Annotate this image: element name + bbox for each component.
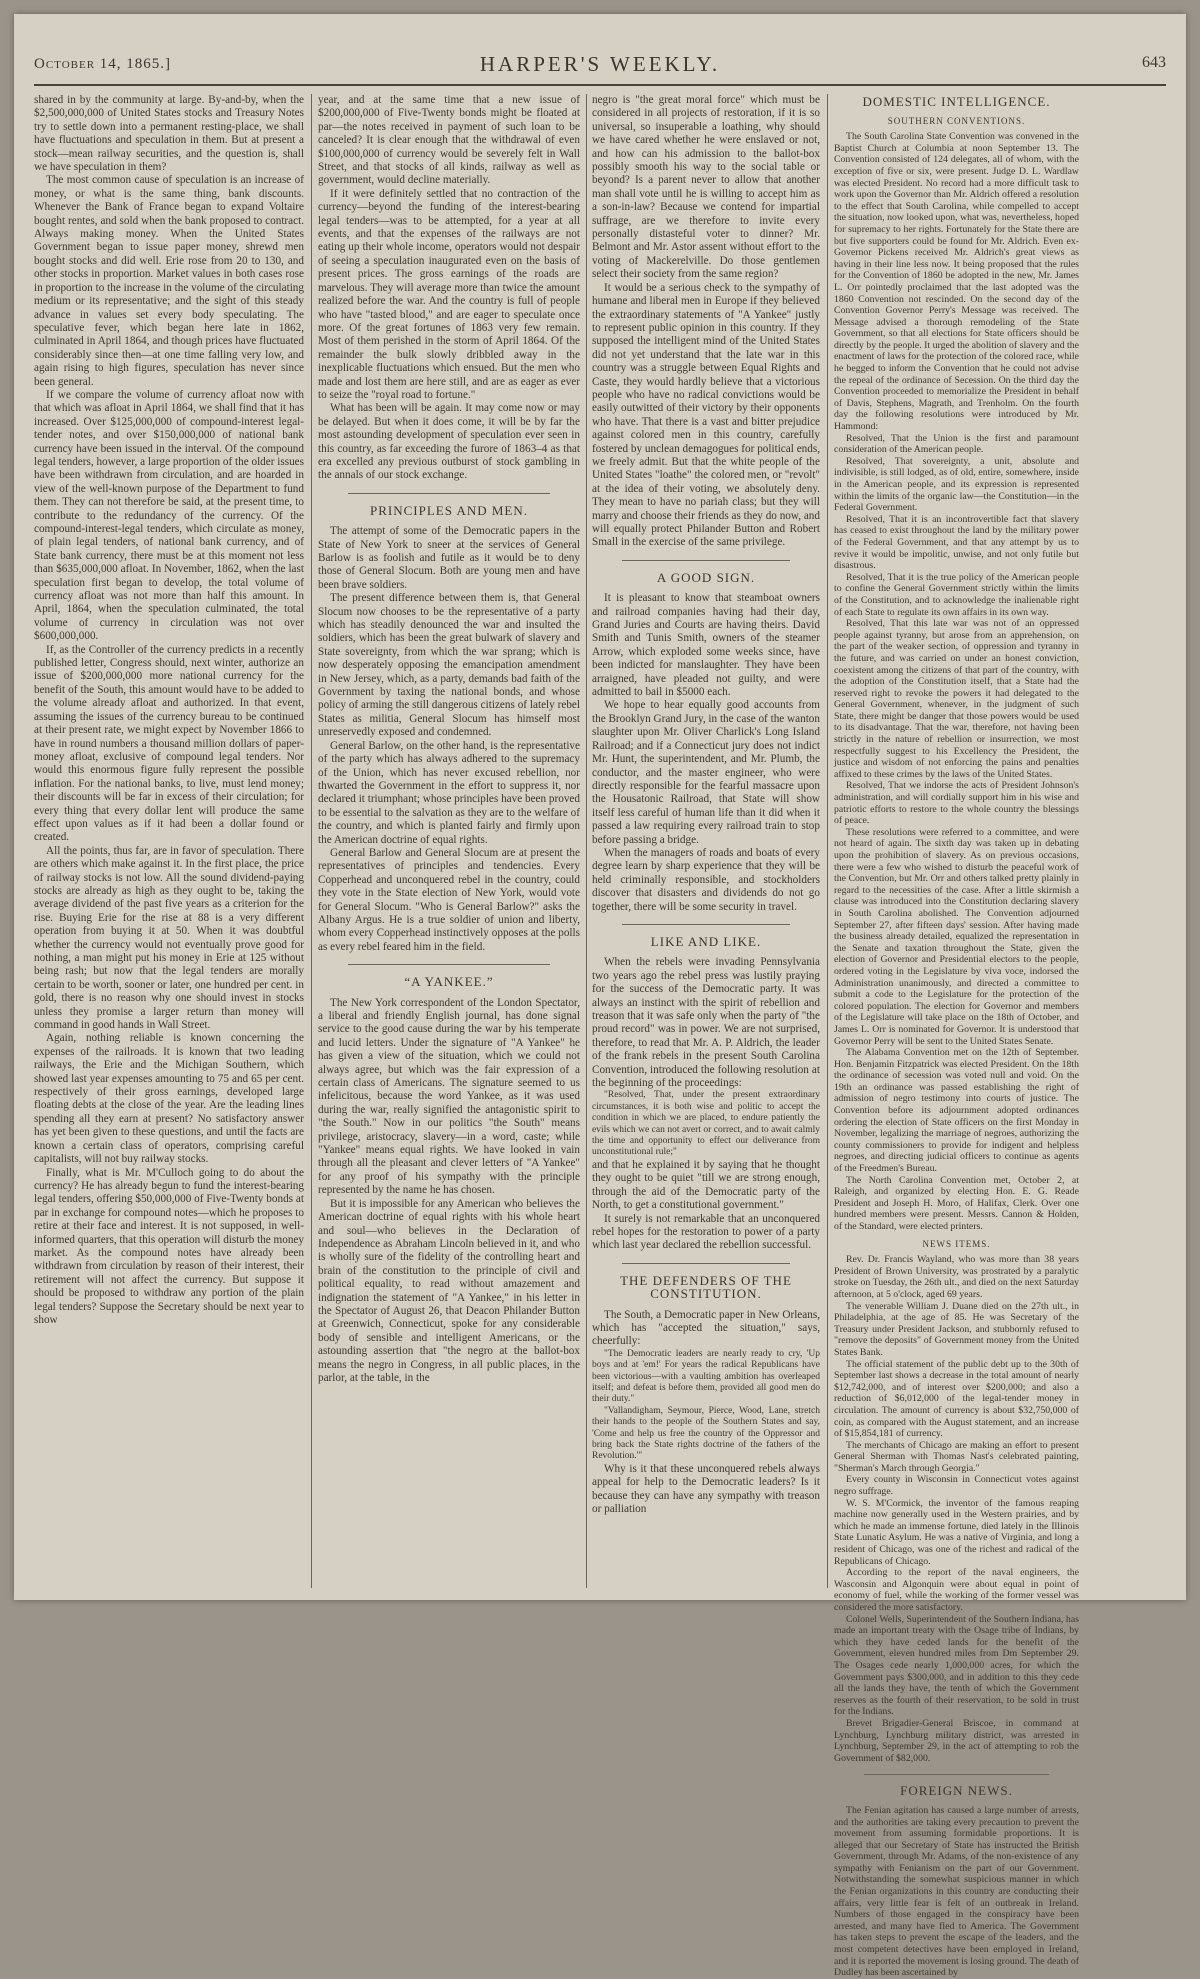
paragraph: If we compare the volume of currency afloat now with that which was afloat in April 1864, we shall find that it has increased. Over $125,000,000 of compound-interest legal-tender notes, and over $150,000,000 of national bank currency have been issued in the interval. Of the compound legal tenders, however, a large proportion of the older issues have been withdrawn from circulation, and are hoarded in view of the well-known purpose of the Department to fund them. They can not therefore be said, at the present time, to contribute to the redundancy of the currency. Of the compound-interest-legal tenders, which circulate as money, of plain legal tenders, of national bank currency, and of State bank currency, there must be at this moment not less than $635,000,000 afloat. In November, 1862, when the last speculation first began to develop, the total volume of currency afloat was not more than half this amount. In April, 1864, when the speculation culminated, the total volume of currency in circulation was not over $600,000,000. [34, 388, 304, 643]
column-rule [827, 94, 828, 1588]
paragraph: Finally, what is Mr. M'Culloch going to do about the currency? He has already begun to fund the interest-bearing legal tenders, offering $50,000,000 of Five-Twenty bonds at par in exchange for compound notes—which he proposes to retire at their face and interest. It is not supposed, in well-informed quarters, that this operation will disturb the money market. As the compound notes have already been withdrawn from circulation by reason of their interest, their retirement will not affect the currency. But suppose it should be proposed to withdraw any portion of the plain legal tenders? Suppose the Secretary should be next year to show [34, 1166, 304, 1326]
paragraph: The New York correspondent of the London Spectator, a liberal and friendly English journal, has done signal service to the good cause during the war by his temperate and lucid letters. Under the signature of "A Yankee" he has given a view of the situation, which we could not always agree, but which was the fair expression of a certain class of Americans. The signature seemed to us infelicitous, because the word Yankee, as it was used during the war, really signified the antagonistic spirit to "the South." Now in our politics "the South" means privilege, aristocracy, slavery—in a word, caste; while "Yankee" means equal rights. We have looked in vain through all the pleasant and clever letters of "A Yankee" for any proof of his sympathy with the principle represented by the name he has chosen. [318, 996, 580, 1197]
paragraph: If it were definitely settled that no contraction of the currency—beyond the funding of the interest-bearing legal tenders—was to be attempted, for a year at all events, and that the expenses of the railways are not eating up their whole income, operators would not despair of seeing a speculation inaugurated even on the basis of present prices. The gross earnings of the roads are marvelous. They will average more than twice the amount realized before the war. And the country is full of people who have "tasted blood," and are eager to speculate once more. Of the great fortunes of 1863 very few remain. Most of them perished in the storm of April 1864. Of the remainder the bulk slowly dribbled away in the inexplicable fluctuations which ensued. But the men who made and lost them are here still, and are as eager as ever to seize the "royal road to fortune." [318, 187, 580, 401]
paragraph: General Barlow, on the other hand, is the representative of the party which has always adhered to the supremacy of the Union, which has never excused rebellion, nor thwarted the Government in the effort to suppress it, nor declared it triumphant; whose principles have been proved to be essential to the salvation as they are to the welfare of the country, and which is planted fairly and firmly upon the American doctrine of equal rights. [318, 739, 580, 846]
section-heading-domestic-intelligence: DOMESTIC INTELLIGENCE. [862, 94, 1051, 109]
resolution: Resolved, That the Union is the first and paramount consideration of the American people. [834, 432, 1079, 456]
page-number: 643 [1142, 54, 1166, 71]
column-3 [592, 94, 820, 1588]
news-item: The venerable William J. Duane died on the 27th ult., in Philadelphia, at the age of 85. He was Secretary of the Treasury under President Jackson, and stubbornly refused to "remove the deposits" of Government money from the United States Bank. [834, 1300, 1079, 1358]
paragraph: The most common cause of speculation is an increase of money, or what is the same thing, bank discounts. Whenever the Bank of France began to expand Voltaire bought rentes, and sold when the bank proposed to contract. Always making money. When the United States Government began to issue paper money, shrewd men bought stocks and did well. Erie rose from 20 to 130, and other stocks in proportion. Market values in both cases rose in proportion to the increase in the volume of the circulating medium or its representative; and the sight of this steady advance in values set every body speculating. The speculative fever, which began here late in 1862, culminated in April 1864, and though prices have fluctuated considerably since then—at one time falling very low, and again rising to high figures, speculation has never since been general. [34, 174, 304, 388]
block-quote: "The Democratic leaders are nearly ready to cry, 'Up boys and at 'em!' For years the radical Republicans have been victorious—with a vaulting ambition has overleaped itself; and defeat is before them, provided all good men do their duty." [592, 1348, 820, 1405]
section-divider [864, 1774, 1049, 1775]
paragraph: It is pleasant to know that steamboat owners and railroad companies having had their day, Grand Juries and Courts are having theirs. David Smith and Tunis Smith, owners of the steamer Arrow, which exploded some weeks since, have been indicted for manslaughter. They have been arraigned, have pleaded not guilty, and were admitted to bail in $5000 each. [592, 592, 820, 699]
paragraph: and that he explained it by saying that he thought they ought to be quiet "till we are strong enough, through the aid of the Democratic party of the North, to get a constitutional government." [592, 1158, 820, 1212]
news-item: The merchants of Chicago are making an effort to present General Sherman with Thomas Nast's celebrated painting, "Sherman's March through Georgia." [834, 1439, 1079, 1474]
paragraph: Why is it that these unconquered rebels always appeal for help to the Democratic leaders? Is it because they can have any sympathy with treason or palliation [592, 1462, 820, 1516]
column-4 [834, 94, 1079, 1979]
news-item: Brevet Brigadier-General Briscoe, in command at Lynchburg, Lynchburg military district, was arrested in Lynchburg, September 29, in the act of attempting to rob the Government of $82,000. [834, 1717, 1079, 1764]
column-2 [318, 94, 580, 1588]
paragraph: negro is "the great moral force" which must be considered in all projects of restoration, if it is so universal, so insuperable a loathing, why should we have cared whether he were enslaved or not, and how can his admission to the ballot-box possibly smooth his way to the social table or beyond? Is a parent never to allow that another man shall vote until he is willing to accept him as a son-in-law? Because we contend for impartial suffrage, are we therefore to invite every personally distasteful voter to dinner? Mr. Belmont and Mr. Astor assent without effort to the voting of Mackerelville. Do those gentlemen select their society from the same region? [592, 94, 820, 281]
paragraph: The South, a Democratic paper in New Orleans, which has "accepted the situation," says, cheerfully: [592, 1308, 820, 1348]
resolution: Resolved, That it is an incontrovertible fact that slavery has ceased to exist throughout the land by the military power of the Federal Government, and that any attempt by us to revive it would be impolitic, unwise, and not only futile but disastrous. [834, 513, 1079, 572]
subheading-news-items: NEWS ITEMS. [922, 1238, 991, 1249]
section-heading-principles-and-men: PRINCIPLES AND MEN. [369, 502, 529, 518]
newspaper-page [14, 14, 1186, 1979]
paragraph: But it is impossible for any American who believes the American doctrine of equal rights with his whole heart and soul—who believes in the Declaration of Independence as Abraham Lincoln believed in it, and who is wholly sure of the fidelity of the controlling heart and brain of the constitution to the principle of civil and political equality, to read without amazement and indignation the statement of "A Yankee," in his letter in the Spectator of August 26, that Deacon Philander Button at Greenwich, Connecticut, spoke for any considerable body of sensible and intelligent Americans, or the astounding assertion that "the negro at the ballot-box means the negro in Congress, in all public places, in the parlor, at the table, in the [318, 1197, 580, 1384]
paragraph: The South Carolina State Convention was convened in the Baptist Church at Columbia at noon September 13. The Convention consisted of 124 delegates, all of whom, with the exception of five or six, were present. Judge D. L. Wardlaw was elected President. No record had a more difficult task to work upon the Governor than Mr. Aldrich offered a resolution to the effect that South Carolina, while compelled to accept the situation, now looked upon, what was, nevertheless, hoped for supremacy to her rights. Fortunately for the State there are but five supporters could be found for Mr. Aldrich. Even ex-Governor Pickens received Mr. Aldrich's great views as having in their line less now. It being proposed that the rules for the Convention of 1860 be adopted in the new, Mr. James L. Orr pointedly proclaimed that the last adopted was the 1860 Convention not rescinded. On the second day of the Convention Governor Perry's Message was received. The Message advised a thorough remodeling of the State Government, so that all elections for State officers should be directly by the people. It urged the abolition of slavery and the enactment of laws for the protection of the colored race, while he begged to inform the Convention that he could not advise the repeal of the ordinance of Secession. On the third day the Convention proceeded to memorialize the President in behalf of Davis, Stephens, Magrath, and Trenholm. On the fourth day the following resolutions were introduced by Mr. Hammond: [834, 131, 1079, 433]
issue-date: October 14, 1865.] [34, 56, 172, 72]
paragraph: The present difference between them is, that General Slocum now chooses to be the representative of a party which has steadily denounced the war and insulted the soldiers, which has been the great bulwark of slavery and State sovereignty, from which the war sprang; which is now desperately opposing the emancipation amendment in New Jersey, which, as a party, demands bad faith of the Government by taxing the national bonds, and whose policy of arming the still dangerous citizens of lately rebel States as militia, General Slocum has himself most unreservedly exposed and condemned. [318, 592, 580, 739]
paragraph: What has been will be again. It may come now or may be delayed. But when it does come, it will be by far the most astounding development of speculation ever seen in this country, as far exceeding the furore of 1863–4 as that era excelled any previous outburst of stock gambling in the annals of our stock exchange. [318, 402, 580, 482]
paragraph: General Barlow and General Slocum are at present the representatives of principles and tendencies. Every Copperhead and unconquered rebel in the country, could they vote in the State election of New York, would vote for General Slocum. "Who is General Barlow?" asks the Albany Argus. He is a true soldier of union and liberty, whom every Copperhead instinctively opposes at the polls as every rebel feared him in the field. [318, 846, 580, 953]
paragraph: When the rebels were invading Pennsylvania two years ago the rebel press was lustily praying for the success of the Democratic party. It was always an instinct with the spirit of rebellion and treason that it was safe only when the party of "the proud record" was in power. We are not surprised, therefore, to read that Mr. A. P. Aldrich, the leader of the frank rebels in the present South Carolina Convention, introduced the following resolution at the beginning of the proceedings: [592, 956, 820, 1090]
resolution: Resolved, That sovereignty, a unit, absolute and indivisible, is still lodged, as of old, entire, somewhere, inside in the American people, and its expression is represented within the limits of the organic law—the Constitution—in the Federal Government. [834, 455, 1079, 514]
news-item: Every county in Wisconsin in Connecticut votes against negro suffrage. [834, 1474, 1079, 1498]
section-divider [622, 924, 790, 925]
news-item: W. S. M'Cormick, the inventor of the famous reaping machine now generally used in the Western prairies, and by which he made an immense fortune, died lately in the Illinois State Lunatic Asylum. He was a native of Virginia, and long a resident of Chicago, was one of the richest and radical of the Republicans of Chicago. [834, 1497, 1079, 1567]
section-divider [348, 964, 550, 965]
news-item: The official statement of the public debt up to the 30th of September last shows a decrease in the total amount of nearly $12,742,000, and of interest over $200,000; and also a reduction of $6,012,000 of the legal-tender money in circulation. The amount of currency is about $32,750,000 of coin, as compared with the August statement, and an increase of $15,854,181 of currency. [834, 1358, 1079, 1440]
masthead [34, 50, 1166, 86]
subheading-southern-conventions: SOUTHERN CONVENTIONS. [887, 115, 1026, 126]
paragraph: The Alabama Convention met on the 12th of September. Hon. Benjamin Fitzpatrick was elected President. On the 18th the ordinance of secession was voted null and void. On the 19th an ordinance was passed establishing the right of admission of negro testimony into courts of justice. The Convention before its adjournment adopted ordinances ordering the election of State officers on the first Monday in November, legalizing the marriage of negroes, authorizing the county commissioners to provide for indigent and helpless negroes, and directing judicial officers to continue as agents of the Freedmen's Bureau. [834, 1047, 1079, 1175]
column-rule [586, 94, 587, 1588]
paragraph: These resolutions were referred to a committee, and were not heard of again. The sixth day was taken up in debating upon the prohibition of slavery. As on previous occasions, there were a few who wished to disturb the peaceful work of the Convention, but Mr. Orr and others talked pretty plainly in regard to the necessities of the case. After a little skirmish a clause was introduced into the Constitution declaring slavery in South Carolina abolished. The Convention adjourned September 27, after fifteen days' session. After having made the business already detailed, equalized the representation in the Senate and taxation throughout the State, given the election of Governor and Presidential electors to the people, ordered voting in the Legislature by viva voce, indorsed the Administration unanimously, and directed a committee to submit a code to the Legislature for the protection of the colored population. The election for Governor and members of the Legislature will take place on the 18th of October, and James L. Orr is nominated for Governor. It is understood that Governor Perry will be sent to the United States Senate. [834, 826, 1079, 1047]
section-heading-a-yankee: “A YANKEE.” [404, 974, 494, 990]
paragraph: Again, nothing reliable is known concerning the expenses of the railroads. It is known that two leading railways, the Erie and the Michigan Southern, which showed last year expenses amounting to 75 and 65 per cent. respectively of their gross earnings, developed large floating debts at the close of the year. Are the leading lines spending all they earn at present? No satisfactory answer has yet been given to these questions, and until the facts are known a certain class of operators, comprising careful capitalists, will not buy railway stocks. [34, 1032, 304, 1166]
section-heading-like-and-like: LIKE AND LIKE. [650, 933, 762, 949]
section-heading-a-good-sign: A GOOD SIGN. [656, 569, 756, 585]
paragraph: It surely is not remarkable that an unconquered rebel hopes for the restoration to power of a party which last year declared the rebellion successful. [592, 1212, 820, 1252]
news-item: Rev. Dr. Francis Wayland, who was more than 38 years President of Brown University, was prostrated by a paralytic stroke on Tuesday, the 26th ult., and died on the next Saturday afternoon, at 5 o'clock, aged 69 years. [834, 1254, 1079, 1300]
paragraph: All the points, thus far, are in favor of speculation. There are others which make against it. In the first place, the price of railway stocks is not low. All the sound dividend-paying stocks are already as high as they ought to be, taking the average dividend of the past five years as a criterion for the rise. Buying Erie for the rise at 88 is a very different operation from buying it at 50. When it was doubtful whether the currency would not eventually prove good for nothing, a man might put his money in Erie at 125 without being rash; but now that the legal tenders are morally certain to be worth, sooner or later, one hundred per cent. in gold, there is no reason why one should invest in stocks unless they promise a larger return than money will command in good hands in Wall Street. [34, 844, 304, 1032]
resolution: Resolved, That this late war was not of an oppressed people against tyranny, but arose from an apprehension, on the part of the weaker section, of oppression and tyranny in the future, and was carried on under an honest conviction, coexistent among the citizens of that part of the country, with the adoption of the Constitution itself, that a State had the reserved right to revoke the powers it had delegated to the General Government, whenever, in the judgment of such State, there might be danger that those powers would be used to its disadvantage. That the war, therefore, not having been strictly in the nature of rebellion or insurrection, we most respectfully suggest to his Excellency the President, the justice and wisdom of not enforcing the pains and penalties affixed to these crimes by the laws of the United States. [834, 618, 1079, 780]
paragraph: The attempt of some of the Democratic papers in the State of New York to sneer at the services of General Barlow is as foolish and futile as it would be to deny those of General Slocum. Both are young men and have been brave soldiers. [318, 525, 580, 591]
news-item: Colonel Wells, Superintendent of the Southern Indiana, has made an important treaty with the Osage tribe of Indians, by which they have ceded lands for the benefit of the Government, eleven hundred miles from Dm September 29. The Osages cede nearly 1,000,000 acres, for which the Government pays $300,000, and in addition to this they cede all the lands they have, the tenth of which the Government reserves as the fourth of their reservation, to be sold in trust for the Indians. [834, 1613, 1079, 1718]
section-heading-defenders-of-the-constitution: THE DEFENDERS OF THE CONSTITUTION. [620, 1272, 792, 1302]
section-divider [622, 560, 790, 561]
column-rule [311, 94, 312, 1588]
block-quote: "Vallandigham, Seymour, Pierce, Wood, Lane, stretch their hands to the people of the Southern States and say, 'Come and help us free the country of the Oppressor and bring back the State rights doctrine of the fathers of the Revolution.'" [592, 1405, 820, 1462]
paragraph: When the managers of roads and boats of every degree learn by sharp experience that they will be held criminally responsible, and stockholders discover that disasters and dividends do not go together, there will be some security in travel. [592, 846, 820, 913]
paragraph: year, and at the same time that a new issue of $200,000,000 of Five-Twenty bonds might be floated at par—the notes received in payment of such loan to be canceled? It is clear enough that the withdrawal of even $100,000,000 of currency would be severely felt in Wall Street, and that stocks of all kinds, railway as well as government, would decline materially. [318, 94, 580, 187]
block-quote: "Resolved, That, under the present extraordinary circumstances, it is both wise and politic to accept the condition in which we are placed, to endure patiently the evils which we can not avert or correct, and to await calmly the time and opportunity to effect our deliverance from unconstitutional rule;" [592, 1090, 820, 1158]
section-divider [348, 493, 550, 494]
paragraph: We hope to hear equally good accounts from the Brooklyn Grand Jury, in the case of the wanton slaughter upon Mr. Oliver Charlick's Long Island Railroad; and if a Connecticut jury does not indict Mr. Hunt, the superintendent, and Mr. Plumb, the conductor, and the master engineer, who were directly responsible for the fearful massacre upon the Housatonic Railroad, that State will show itself less careful of human life than it did when it passed a law requiring every railroad train to stop before passing a bridge. [592, 699, 820, 846]
resolution: Resolved, That we indorse the acts of President Johnson's administration, and will cordially support him in his wise and patriotic efforts to restore to the whole country the blessings of peace. [834, 780, 1079, 827]
paragraph: If, as the Controller of the currency predicts in a recently published letter, Congress should, next winter, authorize an issue of $200,000,000 more national currency for the benefit of the South, this amount would have to be added to the volume already afloat and authorized. In that event, assuming the issues of the currency bureau to be continued at their present rate, we might expect by November 1866 to have in round numbers a thousand million dollars of paper-money afloat, exclusive of compound legal tenders. Nor would this enormous figure fully represent the possible inflation. For the national banks, to live, must lend money; their discounts will be far in excess of their circulation; for every thing that every dollar lent will produce the same effect upon values as if it had been a dollar found or created. [34, 643, 304, 844]
paragraph: The North Carolina Convention met, October 2, at Raleigh, and organized by electing Hon. E. G. Reade President and Joseph H. Moro, of Halifax, Clerk. Over one hundred members were present. Messrs. Cannon & Holden, of the Standard, were elected printers. [834, 1174, 1079, 1232]
section-divider [622, 1263, 790, 1264]
paragraph: It would be a serious check to the sympathy of humane and liberal men in Europe if they believed the extraordinary statements of "A Yankee" justly to represent public opinion in this country. If they supposed the intelligent mind of the United States did not yet understand that the late war in this country was a struggle between Equal Rights and Caste, they would hardly believe that a victorious people who have no radical convictions would be easily outwitted of their victory by their opponents who have. That there is a vast and bitter prejudice against colored men in this country, carefully fostered by unclean demagogues for political ends, we freely admit. But that the white people of the United States "loathe" the colored men, or "revolt" at the idea of their voting, we absolutely deny. They mean to have no pariah class; but they will marry and choose their friends as they do now, and will equally protect Philander Button and Robert Small in the exercise of the same privilege. [592, 281, 820, 549]
resolution: Resolved, That it is the true policy of the American people to confine the General Government strictly within the limits of the Constitution, and to acknowledge the inalienable right of each State to regulate its own affairs in its own way. [834, 571, 1079, 618]
section-heading-foreign-news: FOREIGN NEWS. [900, 1783, 1013, 1799]
paragraph: shared in by the community at large. By-and-by, when the $2,500,000,000 of United States stocks and Treasury Notes try to settle down into a permanent resting-place, we shall have fluctuations and speculation in them. But at present a stock—mean railway securities, and the question is, shall we have speculation in them? [34, 94, 304, 174]
news-item: According to the report of the naval engineers, the Wasconsin and Algonquin were about equal in point of economy of fuel, while the working of the former vessel was considered the more satisfactory. [834, 1567, 1079, 1613]
column-1 [34, 94, 304, 1588]
news-item: The Fenian agitation has caused a large number of arrests, and the authorities are taking every precaution to prevent the movement from assuming formidable proportions. It is alleged that our Secretary of State has instructed the British Government, through Mr. Adams, of the non-existence of any sympathy with Fenianism on the part of our Government. Notwithstanding the somewhat suspicious manner in which the Fenian organizations in this country are conducting their affairs, very little fear is felt of an outbreak in Ireland. Numbers of those engaged in the conspiracy have been arrested, and many have fled to America. The Government has taken steps to prevent the escape of the leaders, and the most competent detectives have been employed in Ireland, and it is reported the movement is losing ground. The death of Dudley has been ascertained by [834, 1804, 1079, 1979]
publication-title: HARPER'S WEEKLY. [479, 52, 721, 76]
